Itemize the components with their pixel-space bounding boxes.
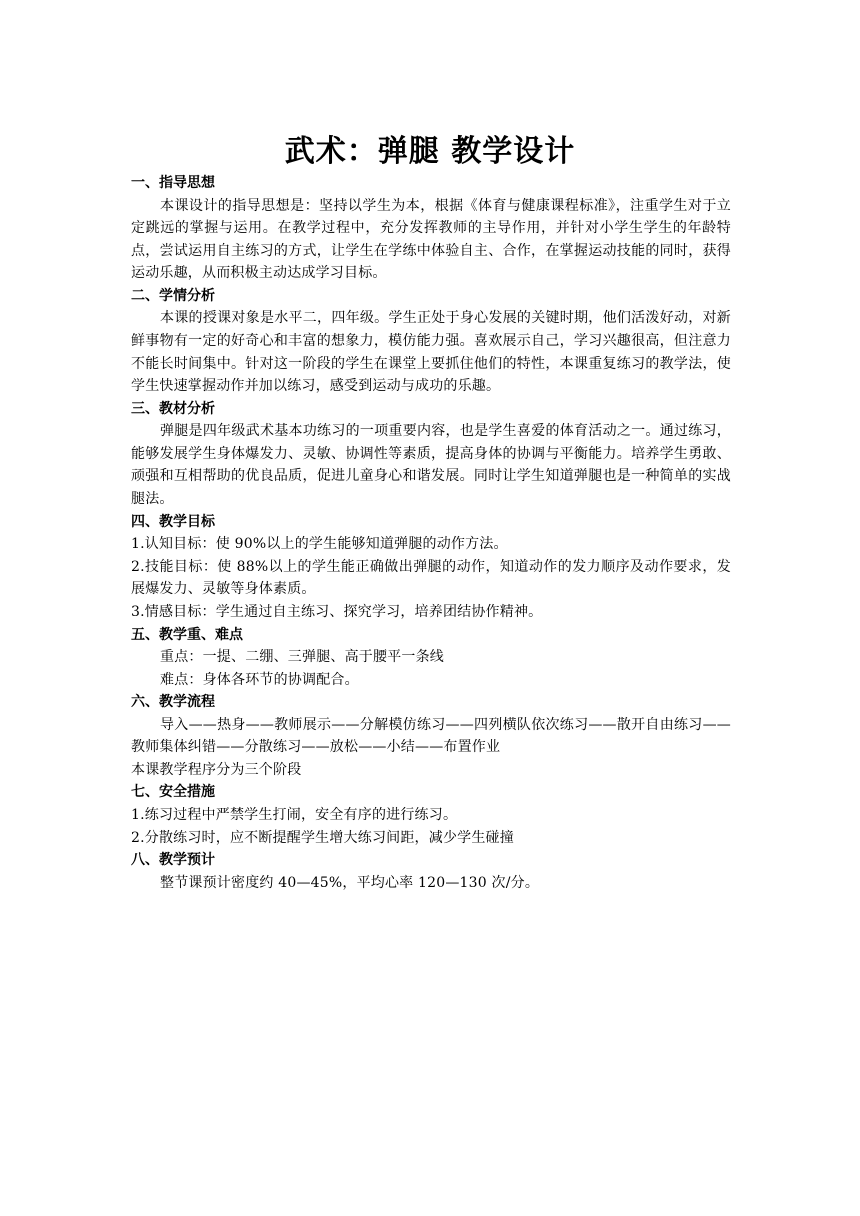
document-title: 武术：弹腿 教学设计: [284, 134, 576, 169]
section-teaching-goals: [131, 511, 731, 624]
section-material-analysis: [131, 398, 731, 511]
goal-item: 1.认知目标：使 90%以上的学生能够知道弹腿的动作方法。: [131, 536, 508, 553]
process-note: 本课教学程序分为三个阶段: [131, 761, 302, 778]
goal-item: 3.情感目标：学生通过自主练习、探究学习，培养团结协作精神。: [131, 603, 543, 620]
difficulty-item: 难点：身体各环节的协调配合。: [160, 671, 359, 688]
section-teaching-estimate: [131, 849, 731, 894]
section-paragraph: 本课设计的指导思想是：坚持以学生为本，根据《体育与健康课程标准》，注重学生对于立定跳远的掌握与运用。在教学过程中，充分发挥教师的主导作用，并针对小学生学生的年龄特点，尝试运用自主练习的方式，让学生在学练中体验自主、合作，在掌握运动技能的同时，获得运动乐趣，从而积极主动达成学习目标。: [131, 197, 731, 282]
section-heading: 六、教学流程: [131, 694, 215, 711]
section-heading: 四、教学目标: [131, 513, 215, 530]
section-heading: 一、指导思想: [131, 175, 215, 191]
section-student-analysis: [131, 285, 731, 398]
goal-item: 2.技能目标：使 88%以上的学生能正确做出弹腿的动作，知道动作的发力顺序及动作要求，发展爆发力、灵敏等身体素质。: [131, 558, 731, 598]
section-guiding-thought: [131, 172, 731, 285]
section-teaching-process: [131, 691, 731, 781]
section-heading: 八、教学预计: [131, 852, 215, 869]
estimate-text: 整节课预计密度约 40—45%，平均心率 120—130 次/分。: [160, 874, 540, 891]
section-paragraph: 本课的授课对象是水平二，四年级。学生正处于身心发展的关键时期，他们活泼好动，对新鲜事物有一定的好奇心和丰富的想象力，模仿能力强。喜欢展示自己，学习兴趣很高，但注意力不能长时间集中。针对这一阶段的学生在课堂上要抓住他们的特性，本课重复练习的教学法，使学生快速掌握动作并加以练习，感受到运动与成功的乐趣。: [131, 310, 731, 395]
section-heading: 七、安全措施: [131, 784, 215, 801]
section-heading: 五、教学重、难点: [131, 626, 243, 643]
document-body: [131, 172, 731, 894]
process-flow: 导入——热身——教师展示——分解模仿练习——四列横队依次练习——散开自由练习——教师集体纠错——分散练习——放松——小结——布置作业: [131, 716, 731, 756]
section-key-points: [131, 624, 731, 692]
section-safety-measures: [131, 781, 731, 849]
safety-item: 2.分散练习时，应不断提醒学生增大练习间距，减少学生碰撞: [131, 829, 514, 846]
section-heading: 二、学情分析: [131, 287, 215, 304]
section-paragraph: 弹腿是四年级武术基本功练习的一项重要内容，也是学生喜爱的体育活动之一。通过练习，能够发展学生身体爆发力、灵敏、协调性等素质，提高身体的协调与平衡能力。培养学生勇敢、顽强和互相帮助的优良品质，促进儿童身心和谐发展。同时让学生知道弹腿也是一种简单的实战腿法。: [131, 423, 731, 508]
section-heading: 三、教材分析: [131, 400, 215, 417]
safety-item: 1.练习过程中严禁学生打闹，安全有序的进行练习。: [131, 806, 458, 823]
key-point-item: 重点：一提、二绷、三弹腿、高于腰平一条线: [160, 649, 444, 665]
